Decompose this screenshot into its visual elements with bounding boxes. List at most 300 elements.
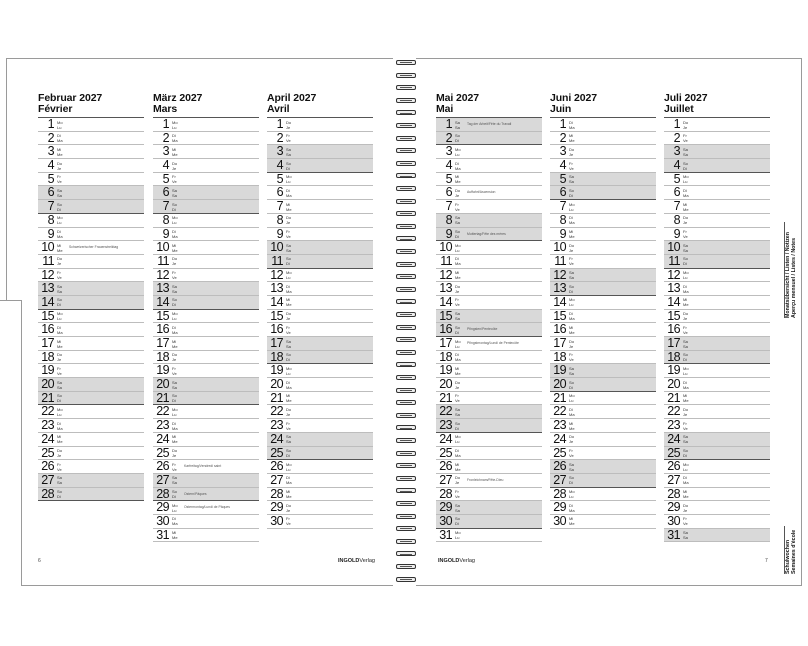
- day-row[interactable]: [38, 460, 144, 474]
- day-row[interactable]: [436, 447, 542, 461]
- day-row[interactable]: [664, 186, 770, 200]
- day-row[interactable]: [664, 529, 770, 543]
- day-row[interactable]: [664, 145, 770, 159]
- day-row[interactable]: [436, 392, 542, 406]
- day-row[interactable]: [267, 515, 373, 529]
- day-names: So Di: [569, 379, 574, 390]
- day-names: Mi Me: [569, 420, 575, 431]
- day-names: So Di: [683, 448, 688, 458]
- day-names: Fr Ve: [569, 352, 574, 363]
- day-row[interactable]: [436, 364, 542, 378]
- day-row[interactable]: [550, 310, 656, 324]
- day-row[interactable]: [436, 419, 542, 433]
- day-names: Fr Ve: [455, 297, 460, 308]
- day-number: 29: [553, 501, 566, 515]
- spiral-loop: [396, 463, 416, 468]
- day-number: 17: [270, 337, 283, 350]
- day-row[interactable]: [550, 282, 656, 296]
- day-row[interactable]: [550, 488, 656, 502]
- day-row[interactable]: [436, 351, 542, 365]
- day-row[interactable]: [153, 529, 259, 543]
- day-number: 16: [553, 323, 566, 337]
- day-names: Do Je: [683, 215, 689, 226]
- day-number: 4: [673, 159, 680, 173]
- day-number: 18: [439, 350, 452, 364]
- day-row[interactable]: [664, 282, 770, 296]
- day-row[interactable]: [550, 447, 656, 461]
- day-number: 28: [156, 487, 169, 501]
- day-row[interactable]: [664, 173, 770, 187]
- spiral-loop: [396, 514, 416, 519]
- day-row[interactable]: [153, 474, 259, 488]
- day-row[interactable]: [38, 323, 144, 337]
- day-row[interactable]: [436, 488, 542, 502]
- day-names: Mo Lu: [57, 311, 63, 322]
- day-row[interactable]: [436, 228, 542, 242]
- day-row[interactable]: [153, 364, 259, 378]
- day-names: Do Je: [57, 448, 63, 458]
- day-number: 20: [553, 378, 566, 392]
- day-row[interactable]: [38, 419, 144, 433]
- day-row[interactable]: [550, 405, 656, 419]
- day-names: Do Je: [569, 338, 575, 349]
- day-names: Do Je: [286, 119, 292, 130]
- day-row[interactable]: [436, 501, 542, 515]
- day-row[interactable]: [664, 228, 770, 242]
- day-row[interactable]: [38, 405, 144, 419]
- side-tab-label-de: Monatsübersicht / Listen / Notizen: [785, 232, 791, 318]
- day-row[interactable]: [550, 173, 656, 187]
- day-names: Sa Sa: [683, 434, 688, 445]
- day-row[interactable]: [664, 364, 770, 378]
- day-row[interactable]: [550, 118, 656, 132]
- day-row[interactable]: [267, 159, 373, 173]
- day-row[interactable]: [267, 118, 373, 132]
- day-row[interactable]: [436, 186, 542, 200]
- day-names: Mo Lu: [172, 502, 178, 513]
- day-row[interactable]: [664, 296, 770, 310]
- day-row[interactable]: [153, 310, 259, 324]
- day-number: 11: [440, 254, 452, 268]
- day-number: 1: [445, 118, 452, 131]
- day-row[interactable]: [267, 433, 373, 447]
- day-row[interactable]: [38, 474, 144, 488]
- day-row[interactable]: [153, 228, 259, 242]
- day-row[interactable]: [664, 419, 770, 433]
- day-row[interactable]: [436, 296, 542, 310]
- day-number: 26: [553, 460, 566, 474]
- day-row[interactable]: [267, 214, 373, 228]
- day-row[interactable]: [550, 186, 656, 200]
- day-names: Mi Me: [683, 297, 689, 308]
- day-number: 14: [41, 295, 54, 309]
- day-row[interactable]: [38, 296, 144, 310]
- day-row[interactable]: [664, 132, 770, 146]
- day-row[interactable]: [550, 364, 656, 378]
- day-row[interactable]: [153, 515, 259, 529]
- holiday-note: Auffahrt/Ascension: [467, 190, 496, 195]
- day-row[interactable]: [153, 145, 259, 159]
- day-row[interactable]: [153, 132, 259, 146]
- day-row[interactable]: [267, 145, 373, 159]
- day-row[interactable]: [153, 419, 259, 433]
- day-names: So Di: [57, 393, 62, 404]
- day-row[interactable]: [153, 282, 259, 296]
- day-row[interactable]: [550, 200, 656, 214]
- day-row[interactable]: [38, 255, 144, 269]
- holiday-note: Karfreitag/Vendredi saint: [184, 464, 222, 469]
- day-names: Mo Lu: [683, 365, 689, 376]
- day-row[interactable]: [38, 378, 144, 392]
- day-number: 20: [41, 378, 54, 392]
- day-row[interactable]: [550, 228, 656, 242]
- day-number: 21: [156, 391, 169, 405]
- day-row[interactable]: [436, 515, 542, 529]
- day-names: Di Ma: [286, 283, 292, 294]
- day-row[interactable]: [436, 173, 542, 187]
- day-names: So Di: [172, 489, 177, 500]
- day-names: So Di: [455, 133, 460, 144]
- month-title: [664, 93, 770, 117]
- day-row[interactable]: [664, 310, 770, 324]
- day-row[interactable]: [664, 474, 770, 488]
- day-names: Sa Sa: [455, 406, 460, 417]
- day-row[interactable]: [664, 488, 770, 502]
- month-column: [38, 93, 144, 501]
- day-row[interactable]: [153, 214, 259, 228]
- page-tab-notch: [0, 300, 22, 586]
- day-number: 7: [47, 200, 54, 214]
- day-row[interactable]: [267, 337, 373, 351]
- spiral-loop: [396, 362, 416, 367]
- day-row[interactable]: [664, 378, 770, 392]
- day-number: 3: [162, 145, 169, 159]
- day-number: 25: [270, 446, 283, 460]
- day-names: Di Ma: [683, 187, 689, 198]
- day-names: So Di: [57, 201, 62, 212]
- day-row[interactable]: [664, 214, 770, 228]
- day-number: 27: [553, 473, 566, 487]
- day-row[interactable]: [436, 269, 542, 283]
- day-row[interactable]: [153, 296, 259, 310]
- day-row[interactable]: [38, 310, 144, 324]
- day-row[interactable]: [38, 433, 144, 447]
- day-names: Mi Me: [172, 242, 178, 253]
- day-row[interactable]: [38, 118, 144, 132]
- day-row[interactable]: [267, 460, 373, 474]
- day-number: 8: [47, 213, 54, 227]
- day-row[interactable]: [550, 337, 656, 351]
- day-number: 3: [559, 145, 566, 159]
- day-row[interactable]: [550, 515, 656, 529]
- day-row[interactable]: [153, 255, 259, 269]
- day-number: 28: [439, 487, 452, 501]
- day-row[interactable]: [153, 159, 259, 173]
- day-row[interactable]: [664, 159, 770, 173]
- day-row[interactable]: [153, 392, 259, 406]
- day-row[interactable]: [267, 228, 373, 242]
- day-row[interactable]: [664, 269, 770, 283]
- day-row[interactable]: [550, 296, 656, 310]
- month-column: [267, 93, 373, 529]
- day-row[interactable]: [664, 351, 770, 365]
- day-names: Do Je: [455, 379, 461, 390]
- day-row[interactable]: [38, 337, 144, 351]
- day-row[interactable]: [153, 173, 259, 187]
- day-row[interactable]: [153, 378, 259, 392]
- month-title-fr: Juillet: [664, 103, 694, 115]
- day-row[interactable]: [436, 378, 542, 392]
- month-column: [664, 93, 770, 542]
- publisher-logo-right: INGOLDVerlag: [438, 558, 475, 564]
- day-row[interactable]: [153, 488, 259, 502]
- day-row[interactable]: [267, 364, 373, 378]
- day-number: 11: [554, 254, 566, 268]
- day-names: Sa Sa: [57, 187, 62, 198]
- day-row[interactable]: [664, 118, 770, 132]
- day-row[interactable]: [664, 337, 770, 351]
- side-tab-school-weeks[interactable]: [784, 526, 800, 574]
- day-row[interactable]: [664, 405, 770, 419]
- day-row[interactable]: [267, 488, 373, 502]
- day-row[interactable]: [664, 323, 770, 337]
- day-names: Fr Ve: [455, 489, 460, 500]
- day-row[interactable]: [436, 241, 542, 255]
- day-names: Fr Ve: [683, 229, 688, 239]
- day-row[interactable]: [38, 159, 144, 173]
- day-row[interactable]: [38, 132, 144, 146]
- day-row[interactable]: [550, 419, 656, 433]
- day-row[interactable]: [153, 405, 259, 419]
- day-number: 29: [667, 501, 680, 515]
- day-row[interactable]: [436, 214, 542, 228]
- day-names: Mo Lu: [172, 215, 178, 226]
- day-row[interactable]: [267, 269, 373, 283]
- day-row[interactable]: [267, 282, 373, 296]
- day-number: 23: [41, 419, 54, 433]
- day-row[interactable]: [550, 351, 656, 365]
- day-names: Di Ma: [57, 229, 63, 239]
- day-row[interactable]: [267, 378, 373, 392]
- day-names: Fr Ve: [569, 256, 574, 267]
- day-names: Di Ma: [455, 448, 461, 458]
- day-row[interactable]: [436, 145, 542, 159]
- day-row[interactable]: [436, 474, 542, 488]
- day-row[interactable]: [267, 310, 373, 324]
- day-row[interactable]: [664, 241, 770, 255]
- day-row[interactable]: [153, 447, 259, 461]
- day-row[interactable]: [664, 433, 770, 447]
- day-row[interactable]: [436, 433, 542, 447]
- day-row[interactable]: [267, 173, 373, 187]
- day-number: 12: [41, 268, 54, 282]
- day-number: 5: [673, 172, 680, 186]
- day-row[interactable]: [550, 501, 656, 515]
- day-row[interactable]: [267, 241, 373, 255]
- day-row[interactable]: [664, 392, 770, 406]
- day-row[interactable]: [38, 351, 144, 365]
- day-row[interactable]: [550, 145, 656, 159]
- day-row[interactable]: [38, 364, 144, 378]
- day-number: 12: [270, 268, 283, 282]
- day-row[interactable]: [436, 132, 542, 146]
- day-row[interactable]: [267, 296, 373, 310]
- day-row[interactable]: [267, 501, 373, 515]
- day-row[interactable]: [436, 282, 542, 296]
- day-number: 2: [47, 131, 54, 145]
- day-row[interactable]: [550, 214, 656, 228]
- day-row[interactable]: [38, 173, 144, 187]
- page-number-left: 6: [38, 558, 41, 564]
- day-row[interactable]: [436, 118, 542, 132]
- day-names: Sa Sa: [57, 475, 62, 486]
- day-row[interactable]: [436, 255, 542, 269]
- day-row[interactable]: [38, 186, 144, 200]
- day-number: 9: [673, 227, 680, 241]
- day-number: 17: [553, 337, 566, 350]
- day-row[interactable]: [436, 200, 542, 214]
- day-row[interactable]: [267, 323, 373, 337]
- day-row[interactable]: [153, 433, 259, 447]
- day-row[interactable]: [153, 241, 259, 255]
- day-row[interactable]: [436, 323, 542, 337]
- day-row[interactable]: [267, 132, 373, 146]
- day-row[interactable]: [550, 433, 656, 447]
- day-row[interactable]: [267, 419, 373, 433]
- day-row[interactable]: [38, 282, 144, 296]
- day-row[interactable]: [664, 460, 770, 474]
- day-names: Mo Lu: [172, 406, 178, 417]
- day-row[interactable]: [38, 145, 144, 159]
- day-row[interactable]: [664, 200, 770, 214]
- day-row[interactable]: [436, 529, 542, 543]
- day-number: 15: [270, 309, 283, 323]
- day-row[interactable]: [38, 200, 144, 214]
- month-title-de: April 2027: [267, 92, 317, 104]
- day-row[interactable]: [550, 269, 656, 283]
- day-row[interactable]: [267, 392, 373, 406]
- day-row[interactable]: [664, 515, 770, 529]
- day-row[interactable]: [38, 447, 144, 461]
- day-row[interactable]: [550, 460, 656, 474]
- day-names: Mo Lu: [683, 461, 689, 472]
- day-names: Di Ma: [683, 475, 689, 486]
- day-number: 18: [553, 350, 566, 364]
- day-row[interactable]: [267, 351, 373, 365]
- day-row[interactable]: [153, 269, 259, 283]
- day-row[interactable]: [153, 501, 259, 515]
- day-names: Fr Ve: [286, 420, 291, 431]
- day-number: 3: [445, 145, 452, 159]
- side-tab-monthly-overview[interactable]: [784, 222, 800, 318]
- day-row[interactable]: [153, 200, 259, 214]
- day-row[interactable]: [38, 214, 144, 228]
- day-row[interactable]: [550, 241, 656, 255]
- day-row[interactable]: [38, 269, 144, 283]
- day-names: Fr Ve: [57, 461, 62, 472]
- day-number: 15: [667, 309, 680, 323]
- day-number: 24: [667, 432, 680, 446]
- day-row[interactable]: [153, 337, 259, 351]
- day-row[interactable]: [664, 255, 770, 269]
- spiral-loop: [396, 350, 416, 355]
- day-names: Sa Sa: [57, 379, 62, 390]
- day-row[interactable]: [267, 200, 373, 214]
- day-number: 21: [270, 391, 283, 405]
- day-number: 10: [667, 241, 680, 255]
- day-number: 7: [276, 200, 283, 214]
- day-number: 20: [439, 378, 452, 392]
- day-row[interactable]: [550, 255, 656, 269]
- day-row[interactable]: [436, 405, 542, 419]
- day-row[interactable]: [153, 460, 259, 474]
- day-names: Do Je: [172, 256, 178, 267]
- day-number: 26: [439, 460, 452, 474]
- day-number: 28: [667, 487, 680, 501]
- day-row[interactable]: [153, 323, 259, 337]
- day-number: 7: [559, 200, 566, 214]
- day-number: 22: [553, 405, 566, 419]
- day-row[interactable]: [38, 228, 144, 242]
- day-row[interactable]: [153, 118, 259, 132]
- day-number: 7: [673, 200, 680, 214]
- holiday-note: Tag der Arbeit/Fête du Travail: [467, 122, 512, 126]
- day-number: 22: [667, 405, 680, 419]
- day-number: 11: [157, 254, 169, 268]
- day-row[interactable]: [664, 447, 770, 461]
- day-names: Di Ma: [569, 502, 575, 513]
- day-row[interactable]: [153, 351, 259, 365]
- day-names: Do Je: [683, 311, 689, 322]
- day-row[interactable]: [38, 241, 144, 255]
- day-row[interactable]: [38, 392, 144, 406]
- day-row[interactable]: [267, 186, 373, 200]
- day-number: 16: [41, 323, 54, 337]
- month-title-fr: Avril: [267, 103, 290, 115]
- day-row[interactable]: [267, 447, 373, 461]
- day-row[interactable]: [436, 460, 542, 474]
- day-names: Fr Ve: [172, 461, 177, 472]
- day-names: Do Je: [455, 283, 461, 294]
- day-row[interactable]: [267, 405, 373, 419]
- day-row[interactable]: [550, 323, 656, 337]
- day-row[interactable]: [550, 132, 656, 146]
- spiral-loop: [396, 287, 416, 292]
- day-row[interactable]: [436, 159, 542, 173]
- day-names: Fr Ve: [57, 174, 62, 185]
- day-row[interactable]: [436, 337, 542, 351]
- day-row[interactable]: [550, 159, 656, 173]
- day-row[interactable]: [436, 310, 542, 324]
- day-number: 1: [559, 118, 566, 131]
- day-names: Mo Lu: [286, 461, 292, 472]
- day-row[interactable]: [550, 378, 656, 392]
- day-names: Mo Lu: [455, 530, 461, 541]
- day-names: Mi Me: [455, 270, 461, 281]
- day-number: 16: [667, 323, 680, 337]
- day-row[interactable]: [153, 186, 259, 200]
- day-number: 19: [156, 364, 169, 378]
- day-number: 19: [667, 364, 680, 378]
- day-row[interactable]: [664, 501, 770, 515]
- day-row[interactable]: [267, 255, 373, 269]
- day-row[interactable]: [550, 392, 656, 406]
- day-row[interactable]: [267, 474, 373, 488]
- day-row[interactable]: [550, 474, 656, 488]
- day-number: 6: [673, 186, 680, 200]
- day-names: Mi Me: [172, 530, 178, 541]
- day-row[interactable]: [38, 488, 144, 502]
